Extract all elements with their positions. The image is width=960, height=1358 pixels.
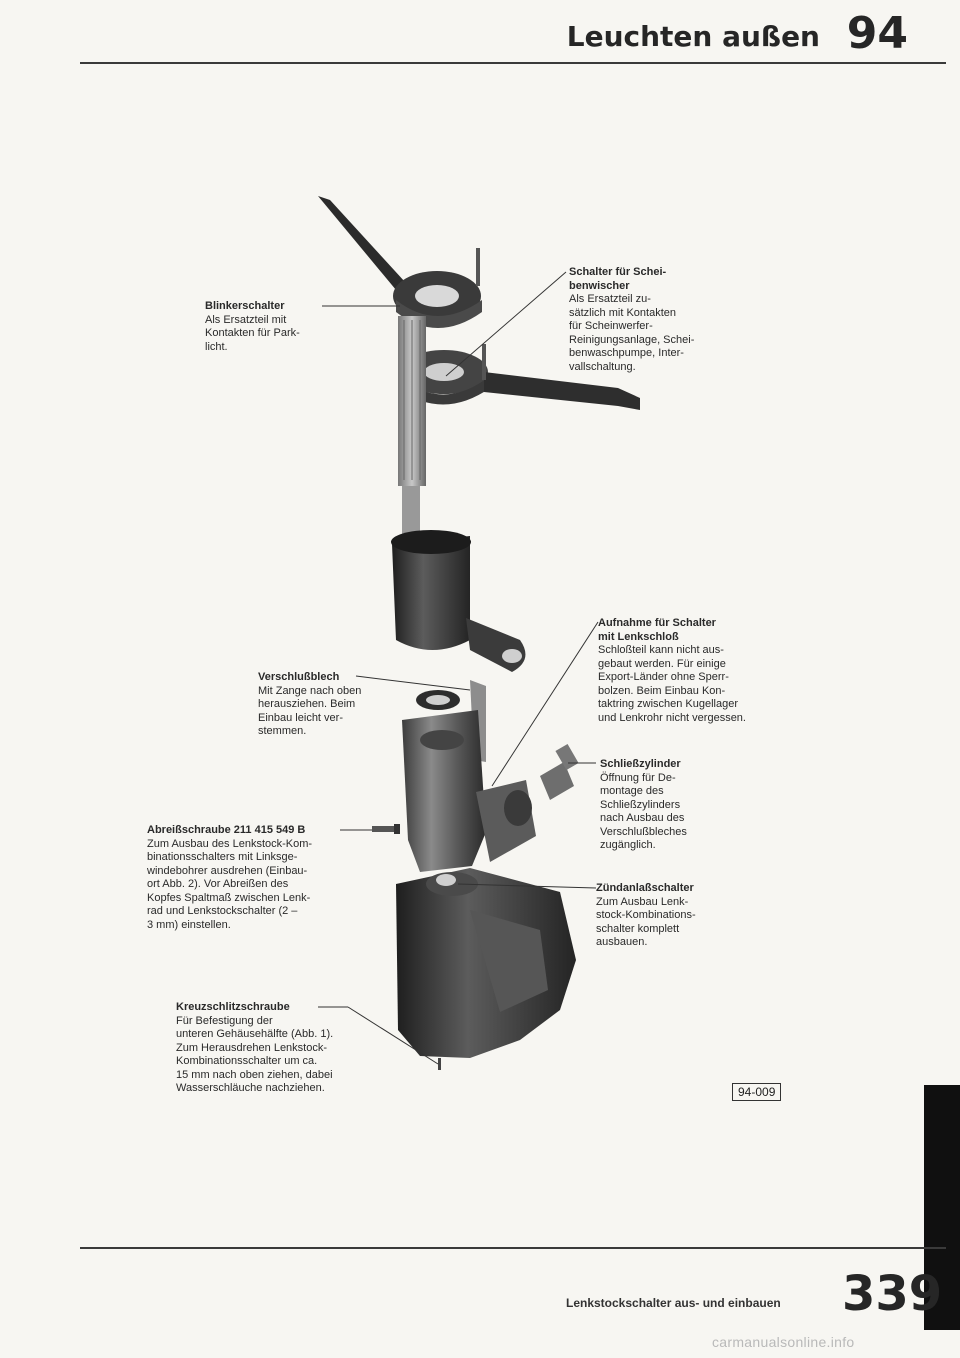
callout-title: Aufnahme für Schalter mit Lenkschloß: [598, 617, 716, 643]
upper-housing-part: [391, 530, 525, 672]
callout-title: Verschlußblech: [258, 671, 340, 683]
lower-housing-part: [396, 868, 576, 1070]
section-number: 94: [846, 8, 908, 59]
figure-code: 94-009: [732, 1083, 781, 1101]
callout-title: Kreuzschlitzschraube: [176, 1001, 290, 1013]
callout-body: Für Befestigung der unteren Gehäusehälfte (Abb. 1). Zum Herausdrehen Lenkstock- Kombinationsschalter um ca. 15 mm nach oben ziehen, dabei Wasserschläuche nachziehen.: [176, 1014, 334, 1094]
callout-lock-cylinder: [600, 758, 687, 853]
callout-body: Zum Ausbau Lenk- stock-Kombinations- schalter komplett ausbauen.: [596, 895, 696, 948]
lock-housing-part: [402, 690, 536, 872]
page-title: Leuchten außen: [566, 20, 820, 53]
callout-body: Als Ersatzteil mit Kontakten für Park- licht.: [205, 313, 300, 353]
callout-lock-housing: [598, 617, 746, 725]
callout-body: Zum Ausbau des Lenkstock-Kom- binationsschalters mit Linksge- windebohrer ausdrehen (Einbau- ort Abb. 2). Vor Abreißen des Kopfes Spaltmaß zwischen Lenk- rad und Lenkstockschalter (2 – 3 mm) einstellen.: [147, 837, 313, 931]
callout-cover-plate: [258, 671, 361, 739]
callout-title: Abreißschraube 211 415 549 B: [147, 824, 306, 836]
callout-shear-bolt: [147, 824, 312, 932]
watermark: carmanualsonline.info: [712, 1334, 855, 1350]
callout-title: Blinkerschalter: [205, 300, 285, 312]
callout-title: Zündanlaßschalter: [596, 882, 694, 894]
callout-body: Mit Zange nach oben herausziehen. Beim Einbau leicht ver- stemmen.: [258, 684, 362, 737]
page-number: 339: [842, 1266, 943, 1322]
wiring-harness: [398, 316, 426, 552]
callout-phillips-screw: [176, 1001, 333, 1096]
callout-blinker-switch: [205, 300, 300, 354]
callout-ignition-switch: [596, 882, 696, 950]
lock-cylinder-part: [540, 744, 579, 800]
shear-bolt-part: [372, 824, 400, 834]
callout-body: Schloßteil kann nicht aus- gebaut werden. Für einige Export-Länder ohne Sperr- bolzen. Beim Einbau Kon- taktring zwischen Kugellager und Lenkrohr nicht vergessen.: [598, 644, 746, 724]
callout-title: Schließzylinder: [600, 758, 681, 770]
callout-body: Als Ersatzteil zu- sätzlich mit Kontakten für Scheinwerfer- Reinigungsanlage, Schei- benwaschpumpe, Inter- vallschaltung.: [569, 293, 695, 373]
blinker-switch-part: [318, 196, 482, 328]
footer-section-title: Lenkstockschalter aus- und einbauen: [566, 1296, 781, 1310]
callout-body: Öffnung für De- montage des Schließzylinders nach Ausbau des Verschlußbleches zugänglich.: [600, 771, 687, 851]
callout-wiper-switch: [569, 266, 694, 374]
callout-title: Schalter für Schei- benwischer: [569, 266, 667, 292]
footer-rule: [80, 1247, 946, 1249]
